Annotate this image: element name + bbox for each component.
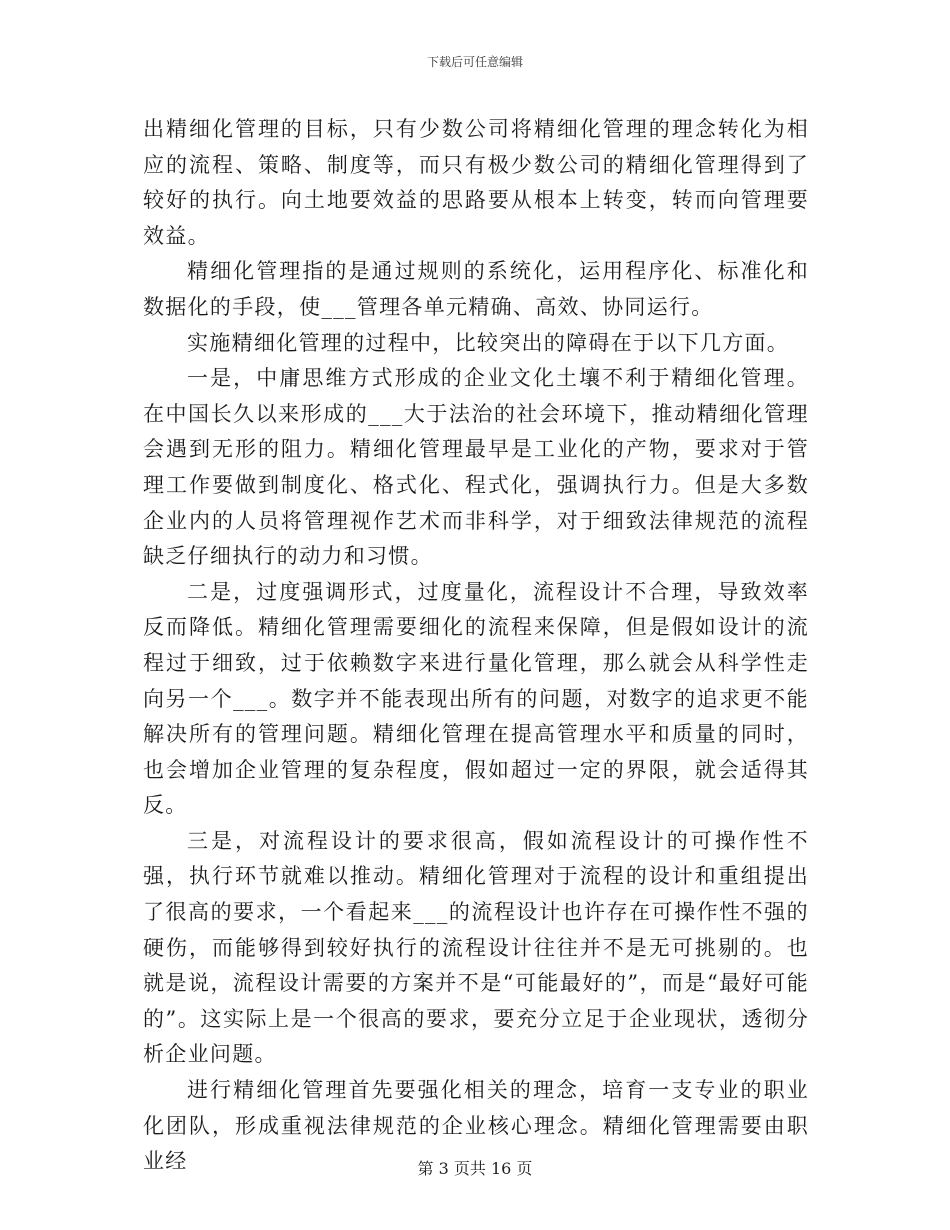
page-number: 第 3 页共 16 页 [417,1159,533,1178]
page-header-note: 下载后可任意编辑 [426,55,523,69]
paragraph-continuation: 出精细化管理的目标，只有少数公司将精细化管理的理念转化为相应的流程、策略、制度等，而只有极少数公司的精细化管理得到了较好的执行。向土地要效益的思路要从根本上转变，转而向管理要效益。 [143,117,809,248]
paragraph-definition: 精细化管理指的是通过规则的系统化，运用程序化、标准化和数据化的手段，使___管理各单元精确、高效、协同运行。 [143,259,809,319]
document-body [143,112,809,1180]
paragraph-recommendation: 进行精细化管理首先要强化相关的理念，培育一支专业的职业化团队，形成重视法律规范的企业核心理念。精细化管理需要由职业经 [143,1078,809,1174]
paragraph-obstacle-two: 二是，过度强调形式，过度量化，流程设计不合理，导致效率反而降低。精细化管理需要细化的流程来保障，但是假如设计的流程过于细致，过于依赖数字来进行量化管理，那么就会从科学性走向另一个___。数字并不能表现出所有的问题，对数字的追求更不能解决所有的管理问题。精细化管理在提高管理水平和质量的同时，也会增加企业管理的复杂程度，假如超过一定的界限，就会适得其反。 [143,579,809,818]
paragraph-obstacles-intro: 实施精细化管理的过程中，比较突出的障碍在于以下几方面。 [187,330,790,355]
paragraph-obstacle-three: 三是，对流程设计的要求很高，假如流程设计的可操作性不强，执行环节就难以推动。精细化管理对于流程的设计和重组提出了很高的要求，一个看起来___的流程设计也许存在可操作性不强的硬伤，而能够得到较好执行的流程设计往往并不是无可挑剔的。也就是说，流程设计需要的方案并不是“可能最好的”，而是“最好可能的”。这实际上是一个很高的要求，要充分立足于企业现状，透彻分析企业问题。 [143,828,809,1067]
paragraph-obstacle-one: 一是，中庸思维方式形成的企业文化土壤不利于精细化管理。在中国长久以来形成的___大于法治的社会环境下，推动精细化管理会遇到无形的阻力。精细化管理最早是工业化的产物，要求对于管理工作要做到制度化、格式化、程式化，强调执行力。但是大多数企业内的人员将管理视作艺术而非科学，对于细致法律规范的流程缺乏仔细执行的动力和习惯。 [143,366,809,569]
